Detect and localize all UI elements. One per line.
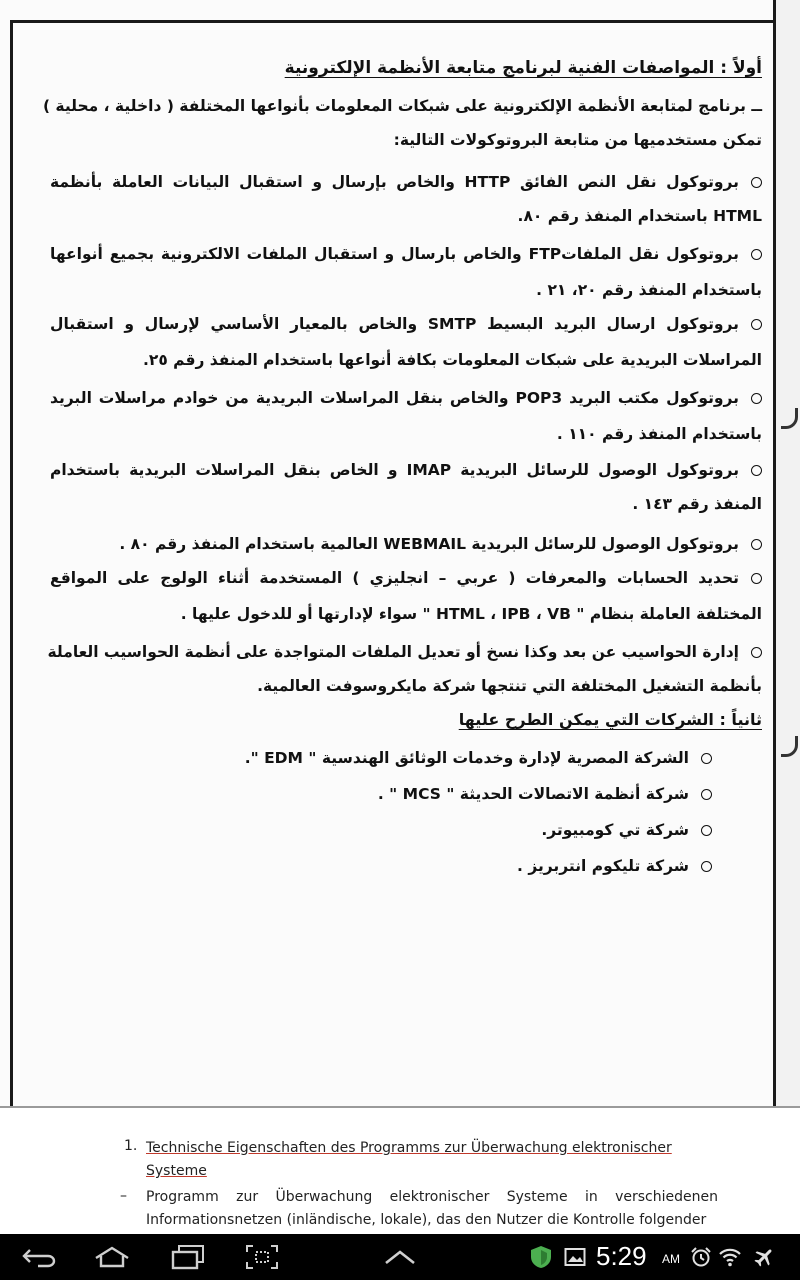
company-item: الشركة المصرية لإدارة وخدمات الوثائق الهندسية " EDM ". <box>245 748 712 768</box>
airplane-icon <box>752 1245 776 1269</box>
list-dash: – <box>120 1188 127 1204</box>
accounts-item-continuation: المختلفة العاملة بنظام " HTML ، IPB ، VB " سواء لإدارتها أو للدخول عليها . <box>180 605 762 623</box>
recent-apps-button[interactable] <box>158 1238 218 1276</box>
company-item: شركة تي كومبيوتر. <box>541 820 712 840</box>
list-number: 1. <box>124 1138 138 1154</box>
bullet-icon <box>701 825 712 836</box>
section-heading-specs: أولاً : المواصفات الفنية لبرنامج متابعة الأنظمة الإلكترونية <box>284 58 762 78</box>
scan-border <box>10 22 13 1108</box>
bullet-icon <box>751 393 762 404</box>
gallery-notification <box>564 1234 586 1280</box>
chevron-up-icon <box>383 1248 417 1266</box>
wifi-icon <box>718 1246 742 1268</box>
page-fold-mark <box>781 408 798 429</box>
back-icon <box>22 1246 58 1268</box>
protocol-item-http: بروتوكول نقل النص الفائق HTTP والخاص بإرسال و استقبال البيانات العاملة بأنظمة <box>50 172 762 192</box>
bullet-icon <box>751 573 762 584</box>
scan-bottom-edge <box>0 1106 800 1108</box>
translation-paragraph: Programm zur Überwachung elektronischer Systeme in verschiedenen Informationsnetzen (inländische, lokale), das den Nutzer die Kontrolle folgender <box>146 1189 718 1228</box>
system-bar <box>0 1234 800 1280</box>
back-button[interactable] <box>10 1238 70 1276</box>
protocol-item-pop3: بروتوكول مكتب البريد POP3 والخاص بنقل المراسلات البريدية من خوادم مراسلات البريد <box>50 388 762 408</box>
bullet-icon <box>751 465 762 476</box>
accounts-item: تحديد الحسابات والمعرفات ( عربي – انجليزي ) المستخدمة أثناء الولوج على المواقع <box>50 568 762 588</box>
protocol-item-imap: بروتوكول الوصول للرسائل البريدية IMAP و الخاص بنقل المراسلات البريدية باستخدام <box>50 460 762 480</box>
status-clock: 5:29 <box>596 1241 647 1271</box>
home-icon <box>93 1245 131 1269</box>
protocol-item-smtp: بروتوكول ارسال البريد البسيط SMTP والخاص بالمعيار الأساسي لإرسال و استقبال <box>50 314 762 334</box>
translation-title: Technische Eigenschaften des Programms zur Überwachung elektronischer Systeme <box>146 1140 672 1179</box>
bullet-icon <box>751 249 762 260</box>
page-fold-mark <box>781 736 798 757</box>
airplane-mode-status <box>752 1234 776 1280</box>
protocol-item-continuation: باستخدام المنفذ رقم ٢٠، ٢١ . <box>536 281 762 299</box>
security-status <box>528 1234 554 1280</box>
shield-icon <box>528 1244 554 1270</box>
bullet-icon <box>701 789 712 800</box>
bullet-icon <box>751 539 762 550</box>
intro-line: ــ برنامج لمتابعة الأنظمة الإلكترونية على شبكات المعلومات بأنواعها المختلفة ( داخلية ، محلية ) <box>42 97 762 115</box>
status-ampm: AM <box>662 1252 680 1266</box>
image-icon <box>564 1246 586 1268</box>
scan-border <box>10 20 775 23</box>
show-more-button[interactable] <box>370 1238 430 1276</box>
intro-line: تمكن مستخدميها من متابعة البروتوكولات التالية: <box>393 131 762 149</box>
protocol-item-continuation: المنفذ رقم ١٤٣ . <box>632 495 762 513</box>
protocol-item-continuation: HTML باستخدام المنفذ رقم ٨٠. <box>517 207 762 225</box>
remote-admin-item-continuation: بأنظمة التشغيل المختلفة التي تنتجها شركة مايكروسوفت العالمية. <box>257 677 762 695</box>
translation-panel <box>0 1110 800 1234</box>
bullet-icon <box>751 177 762 188</box>
screenshot-icon <box>245 1244 279 1270</box>
protocol-item-continuation: باستخدام المنفذ رقم ١١٠ . <box>556 425 762 443</box>
protocol-item-continuation: المراسلات البريدية على شبكات المعلومات بكافة أنواعها باستخدام المنفذ رقم ٢٥. <box>142 351 762 369</box>
wifi-status <box>718 1234 742 1280</box>
protocol-item-ftp: بروتوكول نقل الملفاتFTP والخاص بارسال و استقبال الملفات الالكترونية بجميع أنواعها <box>50 244 762 264</box>
bullet-icon <box>751 319 762 330</box>
screenshot-button[interactable] <box>232 1238 292 1276</box>
home-button[interactable] <box>82 1238 142 1276</box>
alarm-status <box>690 1234 712 1280</box>
alarm-icon <box>690 1246 712 1268</box>
bullet-icon <box>701 861 712 872</box>
bullet-icon <box>751 647 762 658</box>
section-heading-companies: ثانياً : الشركات التي يمكن الطرح عليها <box>458 710 762 729</box>
bullet-icon <box>701 753 712 764</box>
protocol-item-webmail: بروتوكول الوصول للرسائل البريدية WEBMAIL العالمية باستخدام المنفذ رقم ٨٠ . <box>119 534 762 554</box>
recent-apps-icon <box>170 1244 206 1270</box>
scan-page-edge <box>776 0 800 1108</box>
remote-admin-item: إدارة الحواسيب عن بعد وكذا نسخ أو تعديل الملفات المتواجدة على أنظمة الحواسيب العاملة <box>50 642 762 662</box>
company-item: شركة تليكوم انتربريز . <box>517 856 712 876</box>
company-item: شركة أنظمة الاتصالات الحديثة " MCS " . <box>378 784 712 804</box>
